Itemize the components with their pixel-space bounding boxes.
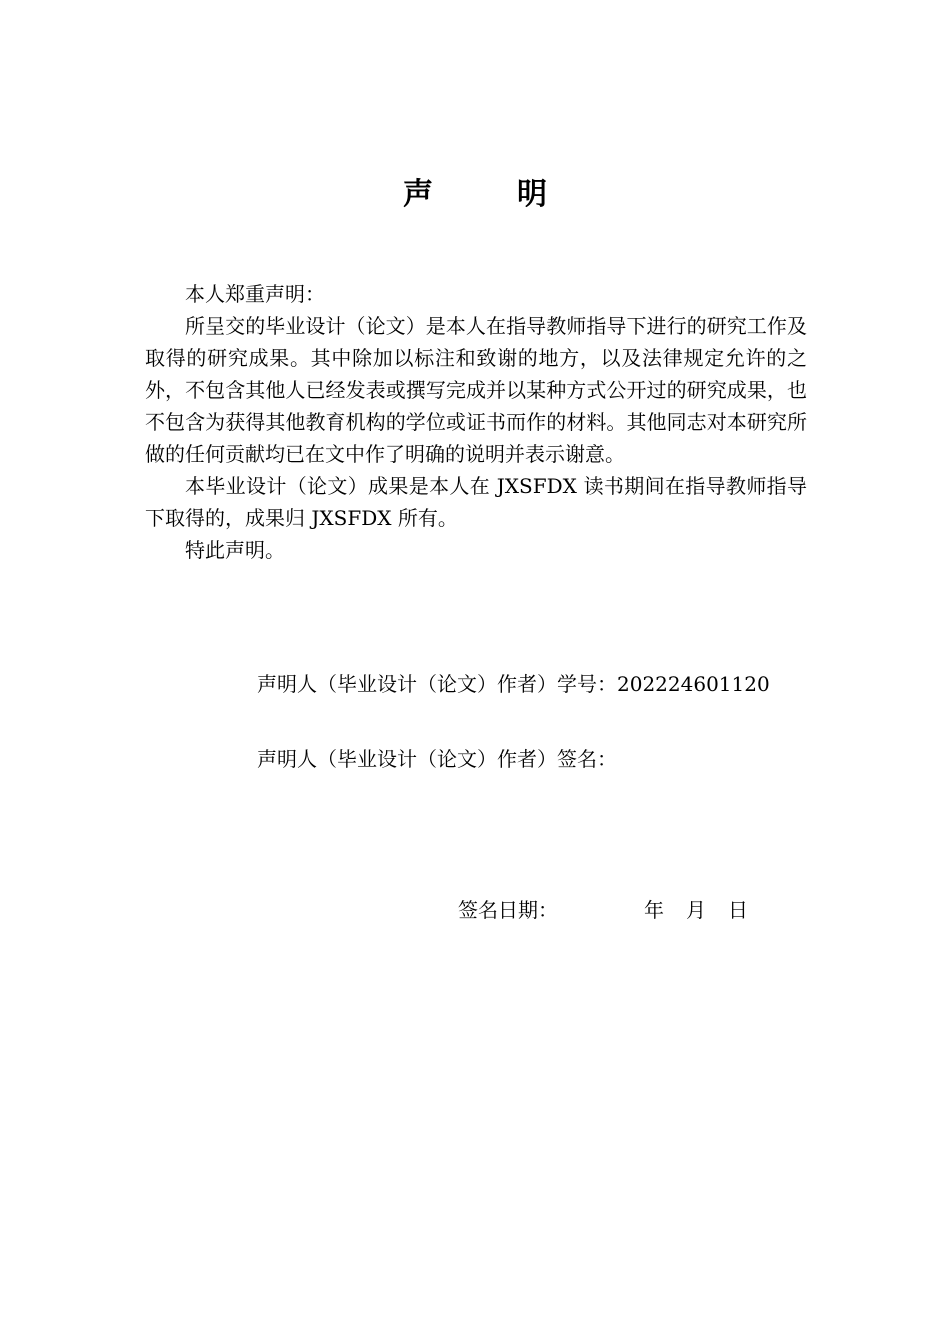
date-day: 日 [728,898,748,922]
date-month: 月 [686,898,706,922]
paragraph-2: 本毕业设计（论文）成果是本人在 JXSFDX 读书期间在指导教师指导下取得的，成果归 JXSFDX 所有。 [145,474,807,530]
page-title [0,175,950,215]
paragraph-1: 所呈交的毕业设计（论文）是本人在指导教师指导下进行的研究工作及取得的研究成果。其中除加以标注和致谢的地方，以及法律规定允许的之外，不包含其他人已经发表或撰写完成并以某种方式公开过的研究成果，也不包含为获得其他教育机构的学位或证书而作的材料。其他同志对本研究所做的任何贡献均已在文中作了明确的说明并表示谢意。 [145,314,807,466]
closing-line: 特此声明。 [185,538,285,562]
signature-label: 声明人（毕业设计（论文）作者）签名： [257,747,617,771]
opening-line: 本人郑重声明： [185,282,325,306]
declaration-body [145,278,807,566]
date-label: 签名日期： [458,898,558,922]
student-id-label: 声明人（毕业设计（论文）作者）学号： [257,672,617,696]
title-char-1: 声 [403,177,433,212]
date-line [458,895,748,925]
date-year: 年 [644,898,664,922]
student-id-line [257,669,770,699]
signature-line [257,744,617,774]
student-id-value: 202224601120 [617,672,770,696]
title-char-2: 明 [517,177,547,212]
